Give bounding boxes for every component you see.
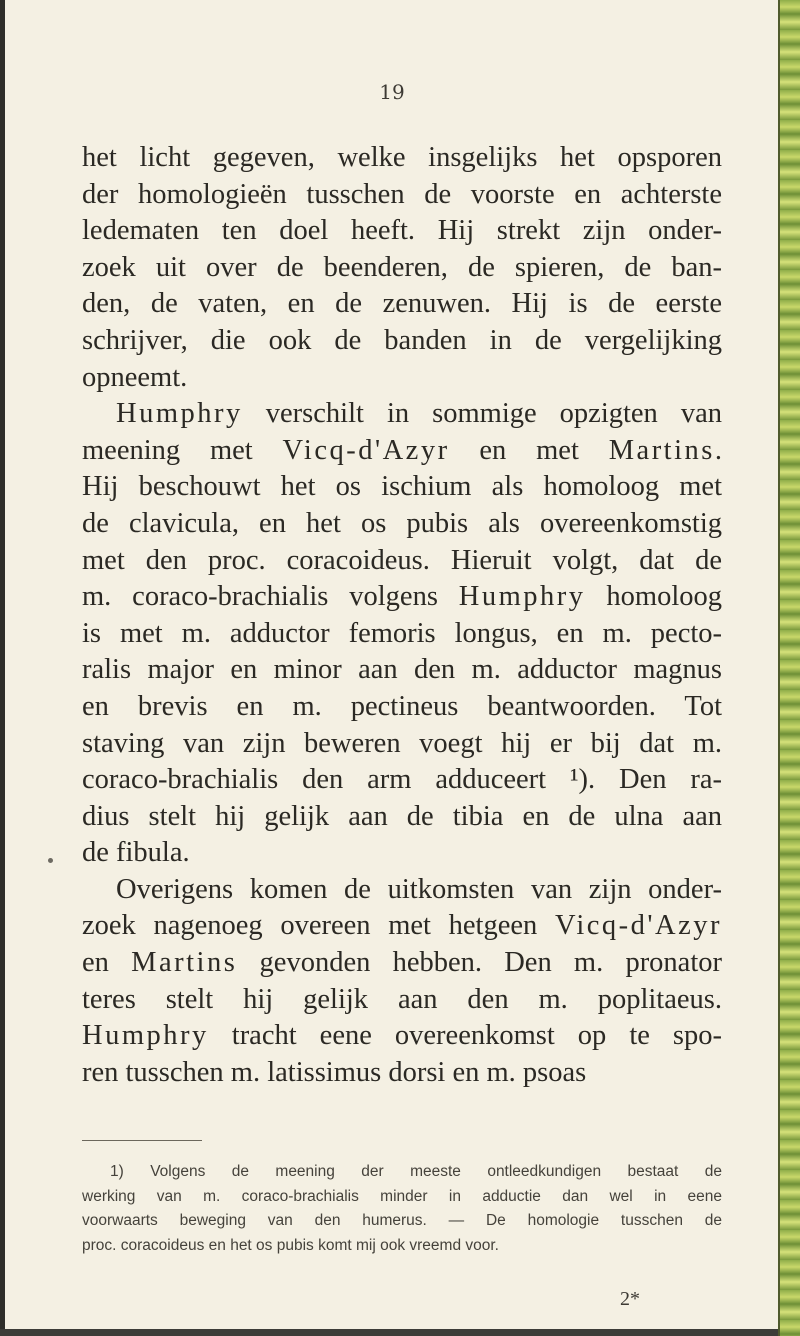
text-line: den, de vaten, en de zenuwen. Hij is de eerste [82,288,722,320]
text-line: schrijver, die ook de banden in de vergelijking [82,324,722,356]
body-text [82,140,722,1091]
text-line: het licht gegeven, welke insgelijks het opsporen [82,142,722,173]
text-line: Overigens komen de uitkomsten van zijn onder- [116,873,722,905]
author-name: Martins [131,947,238,979]
text-segment: en met [449,434,609,466]
book-spine [778,0,800,1336]
footnote [82,1160,722,1258]
text-line: opneemt. [82,361,188,393]
text-line: ren tusschen m. latissimus dorsi en m. psoas [82,1056,587,1088]
page-number: 19 [379,80,405,104]
text-line: de fibula. [82,837,190,869]
text-segment: verschilt in sommige opzigten van [242,398,722,430]
text-line: coraco-brachialis den arm adduceert ¹). Den ra- [82,764,722,796]
author-name: Martins [608,434,715,466]
page-left-edge [0,0,5,1336]
page-bottom-edge [0,1329,778,1336]
text-line: teres stelt hij gelijk aan den m. poplitaeus. [82,983,722,1015]
paper-speck [48,858,53,863]
author-name: Humphry [82,1020,209,1052]
text-line: der homologieën tusschen de voorste en achterste [82,178,722,210]
text-segment: en [82,947,132,979]
text-line: ledematen ten doel heeft. Hij strekt zijn onder- [82,215,722,247]
text-line: met den proc. coracoideus. Hieruit volgt, dat de [82,544,722,576]
footnote-line: 1) Volgens de meening der meeste ontleedkundigen bestaat de [110,1163,722,1180]
author-name: Humphry [116,398,243,430]
text-line: zoek uit over de beenderen, de spieren, de ban- [82,251,722,283]
author-name: Vicq-d'Azyr [282,434,450,466]
author-name: Vicq-d'Azyr [554,910,722,942]
footnote-rule [82,1140,202,1141]
footnote-line: voorwaarts beweging van den humerus. — De homologie tusschen de [82,1212,722,1229]
text-segment: meening met [82,434,283,466]
text-line [82,908,722,945]
footnote-line: werking van m. coraco-brachialis minder in adductie dan wel in eene [82,1187,722,1205]
text-line [82,1018,722,1055]
text-segment: gevonden hebben. Den m. pronator [237,947,722,979]
text-line: dius stelt hij gelijk aan de tibia en de ulna aan [82,800,722,832]
text-line: de clavicula, en het os pubis als overeenkomstig [82,507,722,539]
text-line: ralis major en minor aan den m. adductor magnus [82,654,722,686]
text-segment: homoloog [585,581,722,613]
footnote-line: proc. coracoideus en het os pubis komt mij ook vreemd voor. [82,1236,499,1254]
signature-mark: 2* [620,1288,640,1310]
text-line [82,579,722,616]
text-line: Hij beschouwt het os ischium als homoloog met [82,471,722,503]
text-segment: m. coraco-brachialis volgens [82,581,459,613]
text-line: is met m. adductor femoris longus, en m. pecto- [82,617,722,649]
text-segment: . [714,434,722,466]
author-name: Humphry [458,581,586,613]
text-line [82,433,722,470]
text-segment: zoek nagenoeg overeen met hetgeen [82,910,555,942]
text-line: staving van zijn beweren voegt hij er bij dat m. [82,727,722,759]
text-line: en brevis en m. pectineus beantwoorden. Tot [82,690,722,722]
text-segment: tracht eene overeenkomst op te spo- [208,1020,722,1052]
text-line [82,396,722,433]
text-line [82,945,722,982]
